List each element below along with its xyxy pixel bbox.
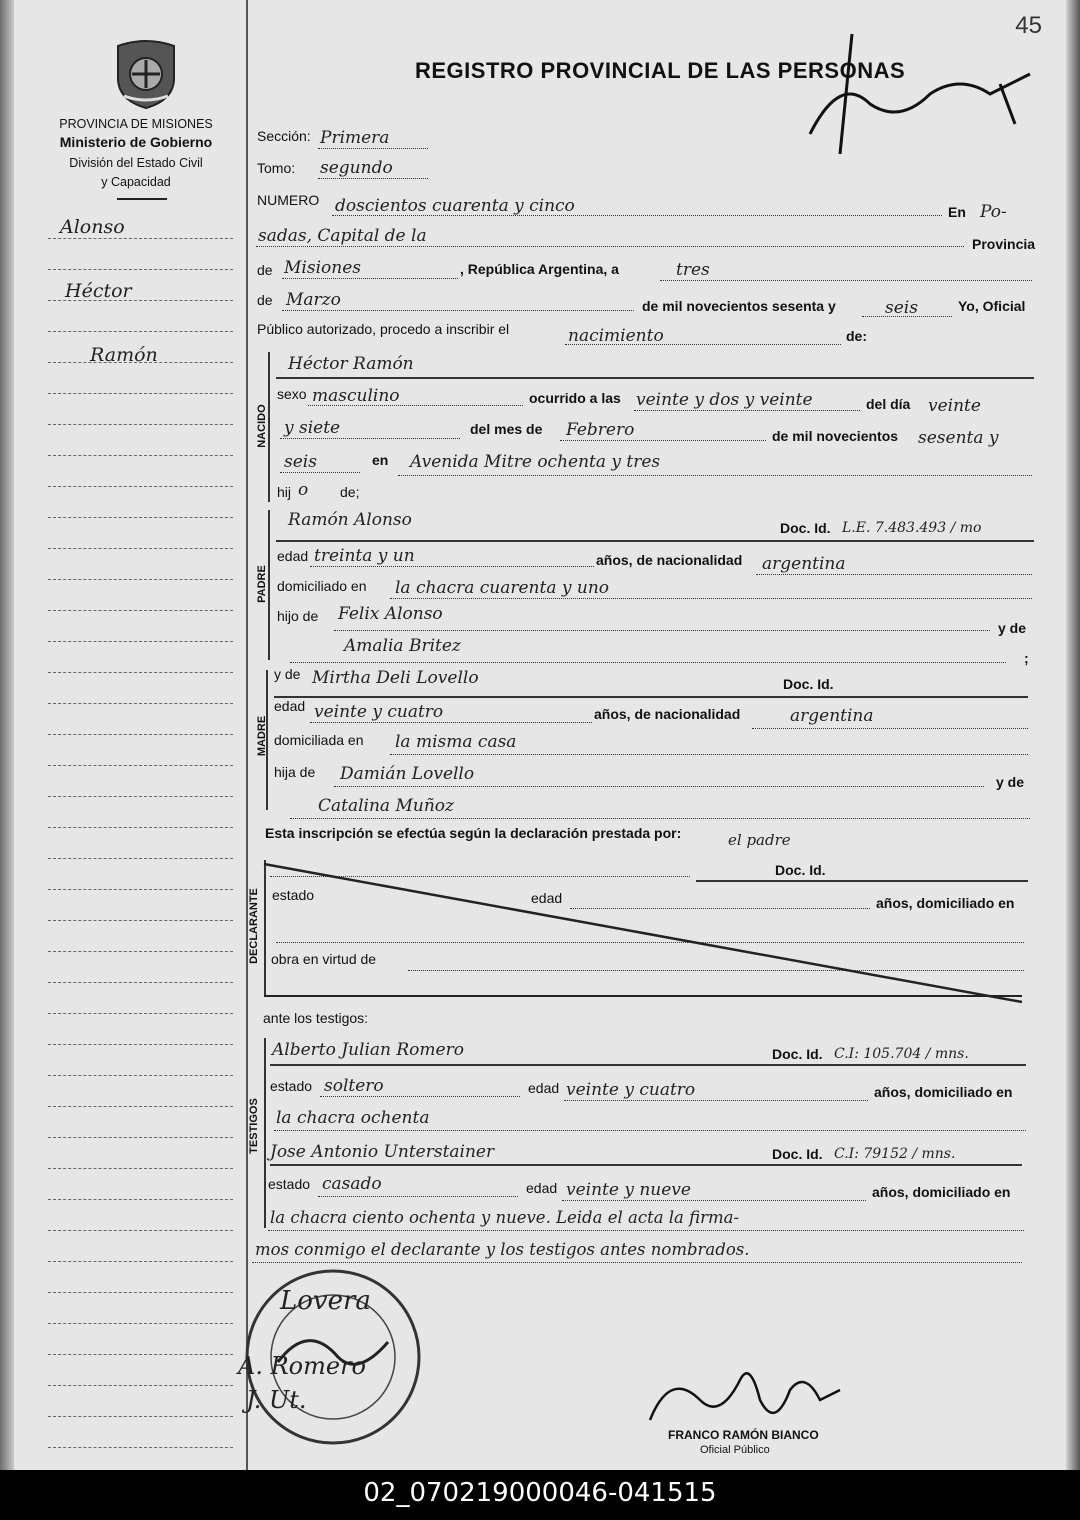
madre-edad: veinte y cuatro — [314, 702, 444, 722]
padre-doc-label: Doc. Id. — [780, 520, 831, 536]
de2-label: de — [257, 292, 273, 308]
margin-second-name: Ramón — [90, 344, 158, 366]
place-part1: Po- — [980, 202, 1007, 222]
padre-bracket — [268, 510, 270, 660]
declarante-doc-label: Doc. Id. — [775, 862, 826, 878]
declarante-anos-label: años, domiciliado en — [876, 895, 1015, 911]
ministry-heading: Ministerio de Gobierno — [59, 134, 213, 150]
hijo-suffix: o — [298, 480, 309, 500]
margin-surname: Alonso — [60, 216, 125, 238]
margin-rule — [48, 951, 233, 952]
numero-label: NUMERO — [257, 192, 320, 208]
margin-rule — [48, 1168, 233, 1169]
margin-rule — [48, 486, 233, 487]
margin-rule — [48, 641, 233, 642]
province-name: Misiones — [284, 258, 361, 278]
image-id-footer: 02_070219000046-041515 — [0, 1470, 1080, 1520]
de-label: de — [257, 262, 273, 278]
margin-rule — [48, 548, 233, 549]
margin-rule — [48, 672, 233, 673]
margin-rule — [48, 1230, 233, 1231]
padre-domicilio: la chacra cuarenta y uno — [395, 578, 610, 598]
page-right-edge — [1066, 0, 1080, 1470]
place-part2: sadas, Capital de la — [258, 226, 427, 246]
padre-doc: L.E. 7.483.493 / mo — [842, 520, 982, 536]
margin-rule — [48, 1013, 233, 1014]
padre-nac-label: años, de nacionalidad — [596, 552, 743, 568]
mes-value: Febrero — [566, 420, 635, 440]
hijo-label: hij — [277, 484, 292, 500]
dia-part1: veinte — [928, 396, 981, 416]
madre-name: Mirtha Deli Lovello — [312, 668, 479, 688]
witness1-edad: veinte y cuatro — [566, 1080, 696, 1100]
margin-rule — [48, 858, 233, 859]
madre-edad-label: edad — [274, 698, 306, 714]
official-stamp-2: Oficial Público — [700, 1444, 770, 1456]
testigos-intro: ante los testigos: — [263, 1010, 369, 1026]
madre-hija-label: hija de — [274, 764, 316, 780]
madre-mother: Catalina Muñoz — [318, 796, 454, 816]
testigos-label: TESTIGOS — [248, 1098, 260, 1154]
margin-rule — [48, 1044, 233, 1045]
year-part1: sesenta y — [918, 428, 999, 448]
padre-label: PADRE — [256, 565, 268, 603]
closing-text: mos conmigo el declarante y los testigos antes nombrados. — [255, 1240, 750, 1259]
margin-rule — [48, 1292, 233, 1293]
hora-value: veinte y dos y veinte — [636, 390, 813, 410]
tomo-label: Tomo: — [257, 160, 296, 176]
margin-rule — [48, 1261, 233, 1262]
heading-rule — [117, 198, 167, 200]
witness2-dom: la chacra ciento ochenta y nueve. Leida el acta la firma- — [270, 1208, 740, 1227]
month-value: Marzo — [286, 290, 341, 310]
oficial-label: Yo, Oficial — [958, 298, 1026, 314]
province-heading: PROVINCIA DE MISIONES — [59, 117, 213, 131]
document-title: REGISTRO PROVINCIAL DE LAS PERSONAS — [415, 58, 906, 83]
madre-label: MADRE — [256, 715, 268, 757]
mes-label: del mes de — [470, 421, 543, 437]
padre-edad: treinta y un — [314, 546, 415, 566]
act-type: nacimiento — [568, 326, 664, 346]
padre-nacionalidad: argentina — [762, 554, 846, 574]
handwritten-annotation-icon — [800, 34, 1040, 164]
margin-rule — [48, 982, 233, 983]
witness2-edad: veinte y nueve — [566, 1180, 691, 1200]
dia-part2: y siete — [284, 418, 341, 438]
seccion-label: Sección: — [257, 128, 311, 144]
declaracion-label: Esta inscripción se efectúa según la declaración prestada por: — [265, 825, 682, 841]
year-suffix: seis — [885, 298, 918, 318]
ocurrido-label: ocurrido a las — [529, 390, 621, 406]
en-label: En — [948, 204, 966, 220]
signature-1: Lovera — [280, 1286, 371, 1316]
witness1-doc-label: Doc. Id. — [772, 1046, 823, 1062]
padre-dom-label: domiciliado en — [277, 578, 367, 594]
madre-nacionalidad: argentina — [790, 706, 874, 726]
witness1-estado: soltero — [324, 1076, 384, 1096]
division-heading-2: y Capacidad — [101, 175, 171, 189]
madre-father: Damián Lovello — [340, 764, 475, 784]
signature-3: J. Ut. — [246, 1386, 307, 1414]
republica-label: , República Argentina, a — [460, 261, 619, 277]
hijo-de-label: de; — [340, 484, 360, 500]
madre-dom-label: domiciliada en — [274, 732, 364, 748]
margin-rule — [48, 1385, 233, 1386]
padre-name: Ramón Alonso — [288, 510, 412, 530]
nacido-bracket — [268, 352, 270, 502]
witness2-estado: casado — [322, 1174, 382, 1194]
official-stamp: FRANCO RAMÓN BIANCO — [668, 1428, 819, 1442]
margin-rule — [48, 1447, 233, 1448]
sexo-value: masculino — [312, 386, 400, 406]
margin-rule — [48, 424, 233, 425]
madre-domicilio: la misma casa — [395, 732, 517, 752]
numero-value: doscientos cuarenta y cinco — [335, 196, 575, 216]
margin-rule — [48, 1416, 233, 1417]
year-label: de mil novecientos sesenta y — [642, 298, 836, 314]
margin-rule — [48, 579, 233, 580]
division-heading: División del Estado Civil — [69, 156, 203, 170]
witness2-anos-label: años, domiciliado en — [872, 1184, 1011, 1200]
margin-rule — [48, 517, 233, 518]
provincia-label: Provincia — [972, 236, 1036, 252]
madre-nac-label: años, de nacionalidad — [594, 706, 741, 722]
declarante-edad-label: edad — [531, 890, 563, 906]
margin-rule — [48, 1354, 233, 1355]
padre-yde-label: y de — [998, 620, 1027, 636]
padre-mother: Amalia Britez — [344, 636, 461, 656]
margin-rule — [48, 393, 233, 394]
lugar-value: Avenida Mitre ochenta y tres — [410, 452, 661, 472]
padre-father: Felix Alonso — [338, 604, 443, 624]
margin-rule — [48, 1106, 233, 1107]
year-part2: seis — [284, 452, 317, 472]
seccion-value: Primera — [320, 128, 390, 148]
de3-label: de: — [846, 328, 867, 344]
margin-rule — [48, 331, 233, 332]
margin-rule — [48, 920, 233, 921]
declaracion-value: el padre — [728, 831, 791, 849]
witness2-doc: C.I: 79152 / mns. — [834, 1146, 956, 1162]
publico-label: Público autorizado, procedo a inscribir el — [257, 321, 510, 337]
declarante-estado-label: estado — [272, 887, 315, 903]
margin-rule — [48, 734, 233, 735]
margin-rule — [48, 703, 233, 704]
margin-rule — [48, 889, 233, 890]
margin-rule — [48, 1199, 233, 1200]
del-dia-label: del día — [866, 396, 911, 412]
testigos-bracket — [264, 1038, 266, 1228]
madre-yde-label: y de — [274, 666, 301, 682]
day-value: tres — [676, 260, 710, 280]
witness2-name: Jose Antonio Unterstainer — [270, 1142, 495, 1162]
declarante-obra-label: obra en virtud de — [271, 951, 377, 967]
sexo-label: sexo — [277, 386, 307, 402]
nacido-name: Héctor Ramón — [288, 354, 414, 374]
margin-rule — [48, 796, 233, 797]
madre-doc-label: Doc. Id. — [783, 676, 834, 692]
margin-first-name: Héctor — [65, 280, 132, 302]
witness2-estado-label: estado — [268, 1176, 311, 1192]
signature-2: A. Romero — [238, 1352, 366, 1380]
page-number: 45 — [1015, 12, 1042, 39]
witness2-doc-label: Doc. Id. — [772, 1146, 823, 1162]
cancellation-line — [262, 862, 1027, 1008]
margin-rule — [48, 269, 233, 270]
margin-rule — [48, 1137, 233, 1138]
nacido-label: NACIDO — [256, 404, 268, 448]
witness1-edad-label: edad — [528, 1080, 560, 1096]
page-left-edge — [0, 0, 14, 1470]
lugar-label: en — [372, 452, 389, 468]
margin-rule — [48, 610, 233, 611]
witness1-doc: C.I: 105.704 / mns. — [834, 1046, 969, 1062]
margin-rule — [48, 765, 233, 766]
tomo-value: segundo — [320, 158, 393, 178]
padre-hijo-label: hijo de — [277, 608, 319, 624]
madre-yde2-label: y de — [996, 774, 1025, 790]
nacido-year-label: de mil novecientos — [772, 428, 899, 444]
margin-rule — [48, 1323, 233, 1324]
margin-rule — [48, 238, 233, 239]
provincial-crest-icon — [110, 38, 182, 110]
margin-rule — [48, 827, 233, 828]
declarante-label: DECLARANTE — [248, 888, 260, 964]
margin-rule — [48, 1075, 233, 1076]
witness1-anos-label: años, domiciliado en — [874, 1084, 1013, 1100]
witness2-edad-label: edad — [526, 1180, 558, 1196]
witness1-name: Alberto Julian Romero — [272, 1040, 464, 1060]
witness1-dom: la chacra ochenta — [276, 1108, 430, 1128]
padre-semicolon: ; — [1024, 650, 1029, 666]
witness1-estado-label: estado — [270, 1078, 313, 1094]
margin-rule — [48, 455, 233, 456]
padre-edad-label: edad — [277, 548, 309, 564]
